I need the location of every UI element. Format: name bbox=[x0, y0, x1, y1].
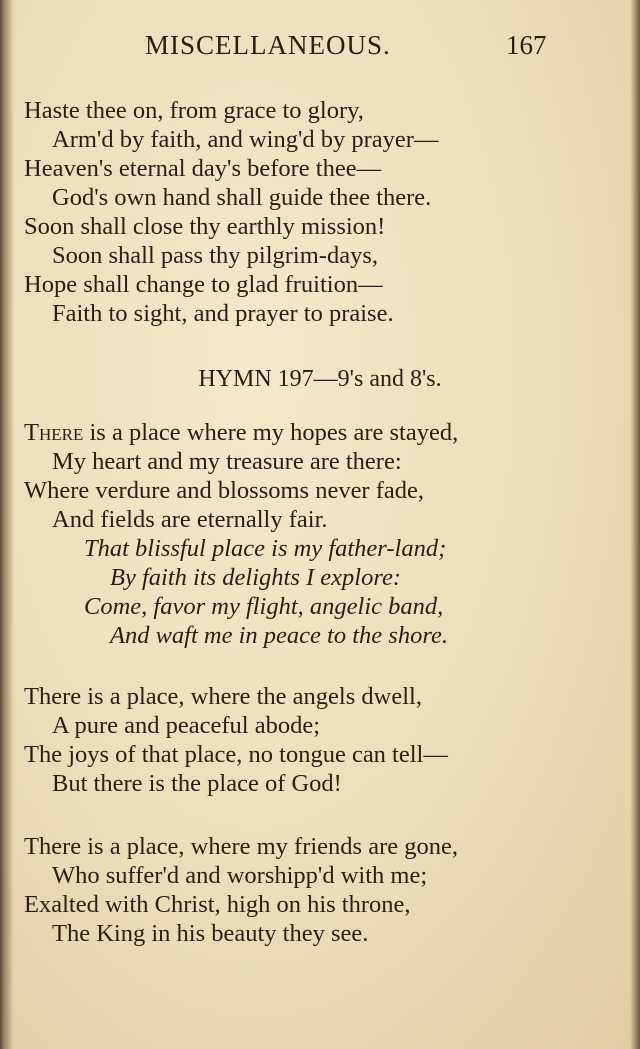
verse-line: A pure and peaceful abode; bbox=[52, 712, 321, 739]
verse-line: The joys of that place, no tongue can tell— bbox=[24, 741, 448, 768]
chorus-line: That blissful place is my father-land; bbox=[84, 535, 447, 562]
page-number: 167 bbox=[506, 30, 547, 60]
verse-line: Who suffer'd and worshipp'd with me; bbox=[52, 862, 428, 889]
stanza-first-word: There bbox=[24, 419, 84, 446]
verse-line: There is a place, where my friends are gone, bbox=[24, 833, 458, 860]
verse-line-rest: is a place where my hopes are stayed, bbox=[83, 419, 459, 446]
verse-line: There is a place, where the angels dwell, bbox=[24, 683, 422, 710]
verse-line: Haste thee on, from grace to glory, bbox=[24, 97, 364, 124]
verse-line bbox=[24, 418, 604, 447]
running-head bbox=[0, 30, 640, 70]
verse-line: And fields are eternally fair. bbox=[52, 506, 328, 533]
verse-line: Arm'd by faith, and wing'd by prayer— bbox=[52, 126, 439, 153]
hymn-stanza-1 bbox=[24, 418, 604, 650]
verse-line: Where verdure and blossoms never fade, bbox=[24, 477, 425, 504]
stanza-continued bbox=[24, 96, 604, 328]
verse-line: Faith to sight, and prayer to praise. bbox=[52, 300, 394, 327]
verse-line: My heart and my treasure are there: bbox=[52, 448, 402, 475]
chorus-line: By faith its delights I explore: bbox=[110, 564, 401, 591]
verse-line: God's own hand shall guide thee there. bbox=[52, 184, 432, 211]
verse-line: Hope shall change to glad fruition— bbox=[24, 271, 383, 298]
verse-line: But there is the place of God! bbox=[52, 770, 342, 797]
verse-line: Soon shall close thy earthly mission! bbox=[24, 213, 386, 240]
verse-line: Soon shall pass thy pilgrim-days, bbox=[52, 242, 378, 269]
hymn-stanza-3 bbox=[24, 832, 604, 948]
chorus-line: Come, favor my flight, angelic band, bbox=[84, 593, 444, 620]
chorus-line: And waft me in peace to the shore. bbox=[110, 622, 448, 649]
hymn-heading: HYMN 197—9's and 8's. bbox=[198, 366, 442, 392]
hymn-stanza-2 bbox=[24, 682, 604, 798]
verse-line: Heaven's eternal day's before thee— bbox=[24, 155, 382, 182]
running-title: MISCELLANEOUS. bbox=[145, 30, 391, 60]
verse-line: Exalted with Christ, high on his throne, bbox=[24, 891, 411, 918]
verse-line: The King in his beauty they see. bbox=[52, 920, 369, 947]
